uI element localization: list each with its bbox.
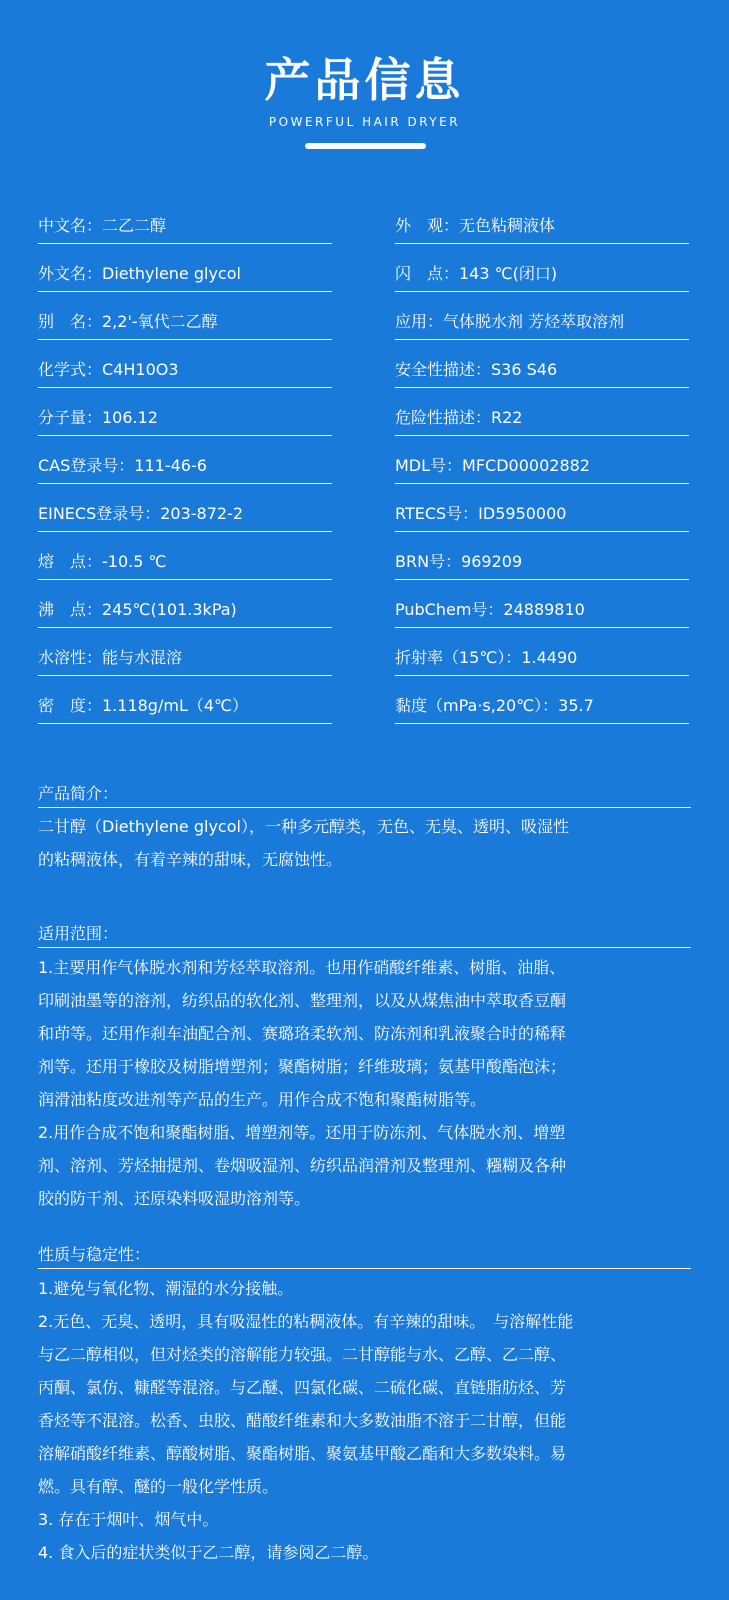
usage-paragraph <box>38 951 691 1215</box>
intro-line: 的粘稠液体，有着辛辣的甜味，无腐蚀性。 <box>38 850 343 869</box>
spec-flash-point: 闪 点：143 ℃(闭口) <box>395 246 689 292</box>
properties-section-title: 性质与稳定性： <box>38 1239 691 1269</box>
usage-line: 2.用作合成不饱和聚酯树脂、增塑剂等。还用于防冻剂、气体脱水剂、增塑 <box>38 1123 566 1142</box>
properties-line: 2.无色、无臭、透明，具有吸湿性的粘稠液体。有辛辣的甜味。 与溶解性能 <box>38 1312 574 1331</box>
usage-line: 剂等。还用于橡胶及树脂增塑剂；聚酯树脂；纤维玻璃；氨基甲酸酯泡沫； <box>38 1057 567 1076</box>
spec-english-name: 外文名：Diethylene glycol <box>38 246 332 292</box>
spec-refractive-index: 折射率（15℃）：1.4490 <box>395 630 689 676</box>
spec-formula: 化学式：C4H10O3 <box>38 342 332 388</box>
usage-line: 印刷油墨等的溶剂，纺织品的软化剂、整理剂，以及从煤焦油中萃取香豆酮 <box>38 991 567 1010</box>
properties-paragraph <box>38 1272 691 1569</box>
properties-line: 燃。具有醇、醚的一般化学性质。 <box>38 1477 279 1496</box>
spec-pubchem-number: PubChem号：24889810 <box>395 582 689 628</box>
spec-appearance: 外 观：无色粘稠液体 <box>395 198 689 244</box>
intro-section-title: 产品简介： <box>38 778 691 808</box>
spec-melting-point: 熔 点：-10.5 ℃ <box>38 534 332 580</box>
properties-line: 香烃等不混溶。松香、虫胶、醋酸纤维素和大多数油脂不溶于二甘醇，但能 <box>38 1411 567 1430</box>
spec-water-solubility: 水溶性：能与水混溶 <box>38 630 332 676</box>
spec-mdl-number: MDL号：MFCD00002882 <box>395 438 689 484</box>
usage-line: 胶的防干剂、还原染料吸湿助溶剂等。 <box>38 1189 311 1208</box>
spec-alias: 别 名：2,2'-氧代二乙醇 <box>38 294 332 340</box>
spec-molecular-weight: 分子量：106.12 <box>38 390 332 436</box>
spec-chinese-name: 中文名：二乙二醇 <box>38 198 332 244</box>
properties-line: 与乙二醇相似，但对烃类的溶解能力较强。二甘醇能与水、乙醇、乙二醇、 <box>38 1345 567 1364</box>
spec-rtecs-number: RTECS号：ID5950000 <box>395 486 689 532</box>
properties-line: 溶解硝酸纤维素、醇酸树脂、聚酯树脂、聚氨基甲酸乙酯和大多数染料。易 <box>38 1444 567 1463</box>
intro-paragraph <box>38 810 691 876</box>
spec-hazard-description: 危险性描述：R22 <box>395 390 689 436</box>
spec-viscosity: 黏度（mPa·s,20℃）：35.7 <box>395 678 689 724</box>
properties-line: 1.避免与氧化物、潮湿的水分接触。 <box>38 1279 294 1298</box>
intro-line: 二甘醇（Diethylene glycol），一种多元醇类，无色、无臭、透明、吸湿性 <box>38 817 569 836</box>
spec-boiling-point: 沸 点：245℃(101.3kPa) <box>38 582 332 628</box>
properties-line: 丙酮、氯仿、糠醛等混溶。与乙醚、四氯化碳、二硫化碳、直链脂肪烃、芳 <box>38 1378 567 1397</box>
page-subtitle: POWERFUL HAIR DRYER <box>268 115 461 129</box>
spec-density: 密 度：1.118g/mL（4℃） <box>38 678 332 724</box>
spec-cas-number: CAS登录号：111-46-6 <box>38 438 332 484</box>
usage-section-title: 适用范围： <box>38 918 691 948</box>
page-title: 产品信息 <box>264 53 465 107</box>
spec-application: 应用：气体脱水剂 芳烃萃取溶剂 <box>395 294 689 340</box>
usage-line: 1.主要用作气体脱水剂和芳烃萃取溶剂。也用作硝酸纤维素、树脂、油脂、 <box>38 958 566 977</box>
spec-safety-description: 安全性描述：S36 S46 <box>395 342 689 388</box>
spec-einecs-number: EINECS登录号：203-872-2 <box>38 486 332 532</box>
spec-brn-number: BRN号：969209 <box>395 534 689 580</box>
spec-table <box>0 0 729 740</box>
usage-line: 剂、溶剂、芳烃抽提剂、卷烟吸湿剂、纺织品润滑剂及整理剂、糨糊及各种 <box>38 1156 567 1175</box>
usage-line: 润滑油粘度改进剂等产品的生产。用作合成不饱和聚酯树脂等。 <box>38 1090 487 1109</box>
properties-line: 3. 存在于烟叶、烟气中。 <box>38 1510 219 1529</box>
properties-line: 4. 食入后的症状类似于乙二醇，请参阅乙二醇。 <box>38 1543 379 1562</box>
usage-line: 和茚等。还用作刹车油配合剂、赛璐珞柔软剂、防冻剂和乳液聚合时的稀释 <box>38 1024 567 1043</box>
